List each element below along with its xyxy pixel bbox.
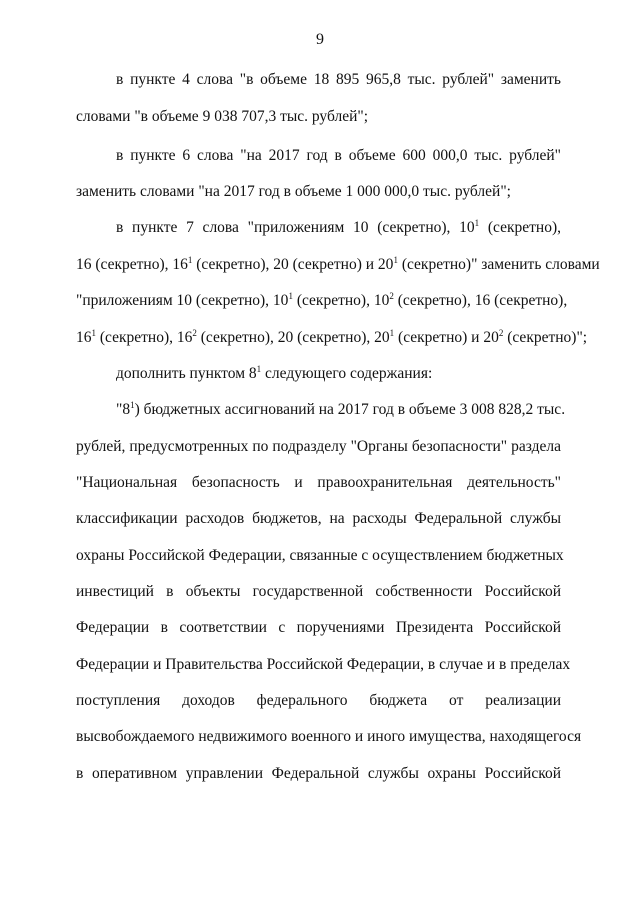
text-line: поступления доходов федерального бюджета от реализации bbox=[76, 692, 561, 709]
text-line: "приложениям 10 (секретно), $10^1$ (секретно), $10^2$ (секретно), 16 (секретно), bbox=[76, 291, 568, 309]
text-line: Федерации и Правительства Российской Федерации, в случае и в пределах bbox=[76, 656, 571, 673]
superscript-index: 1 bbox=[474, 218, 480, 228]
text-line: $16^1$ (секретно), $16^2$ (секретно), 20 (секретно), $20^1$ (секретно) и $20^2$ (секретно)"; bbox=[76, 328, 588, 346]
text-line: Федерации в соответствии с поручениями Президента Российской bbox=[76, 619, 561, 636]
text-line: 16 (секретно), $16^1$ (секретно), 20 (секретно) и $20^1$ (секретно)" заменить словами bbox=[76, 255, 600, 273]
text-line: в оперативном управлении Федеральной службы охраны Российской bbox=[76, 765, 561, 782]
page-number: 9 bbox=[316, 31, 324, 48]
superscript-index: 1 bbox=[187, 255, 193, 265]
superscript-index: 1 bbox=[393, 255, 398, 265]
text-line: словами "в объеме 9 038 707,3 тыс. рублей"; bbox=[76, 108, 369, 125]
text-line: инвестиций в объекты государственной собственности Российской bbox=[76, 583, 561, 600]
text-line: охраны Российской Федерации, связанные с осуществлением бюджетных bbox=[76, 547, 564, 564]
superscript-index: 2 bbox=[389, 291, 394, 301]
superscript-index: 1 bbox=[91, 328, 96, 338]
text-line: дополнить пунктом $8^1$ следующего содержания: bbox=[116, 364, 433, 382]
superscript-index: 2 bbox=[192, 328, 197, 338]
superscript-index: 1 bbox=[256, 364, 262, 374]
text-line: рублей, предусмотренных по подразделу "Органы безопасности" раздела bbox=[76, 438, 561, 455]
text-line: в пункте 7 слова "приложениям 10 (секретно), $10^1$ (секретно), bbox=[116, 218, 561, 236]
text-line: заменить словами "на 2017 год в объеме 1 000 000,0 тыс. рублей"; bbox=[76, 183, 511, 200]
text-line: в пункте 4 слова "в объеме 18 895 965,8 тыс. рублей" заменить bbox=[116, 71, 561, 88]
text-line: классификации расходов бюджетов, на расходы Федеральной службы bbox=[76, 510, 561, 527]
superscript-index: 2 bbox=[498, 328, 504, 338]
text-line: в пункте 6 слова "на 2017 год в объеме 600 000,0 тыс. рублей" bbox=[116, 147, 561, 164]
superscript-index: 1 bbox=[288, 291, 293, 301]
text-line: "$8^1$) бюджетных ассигнований на 2017 год в объеме 3 008 828,2 тыс. bbox=[116, 400, 566, 418]
text-line: высвобождаемого недвижимого военного и иного имущества, находящегося bbox=[76, 728, 582, 745]
text-line: "Национальная безопасность и правоохранительная деятельность" bbox=[76, 474, 561, 491]
superscript-index: 1 bbox=[130, 400, 135, 410]
superscript-index: 1 bbox=[389, 328, 395, 338]
